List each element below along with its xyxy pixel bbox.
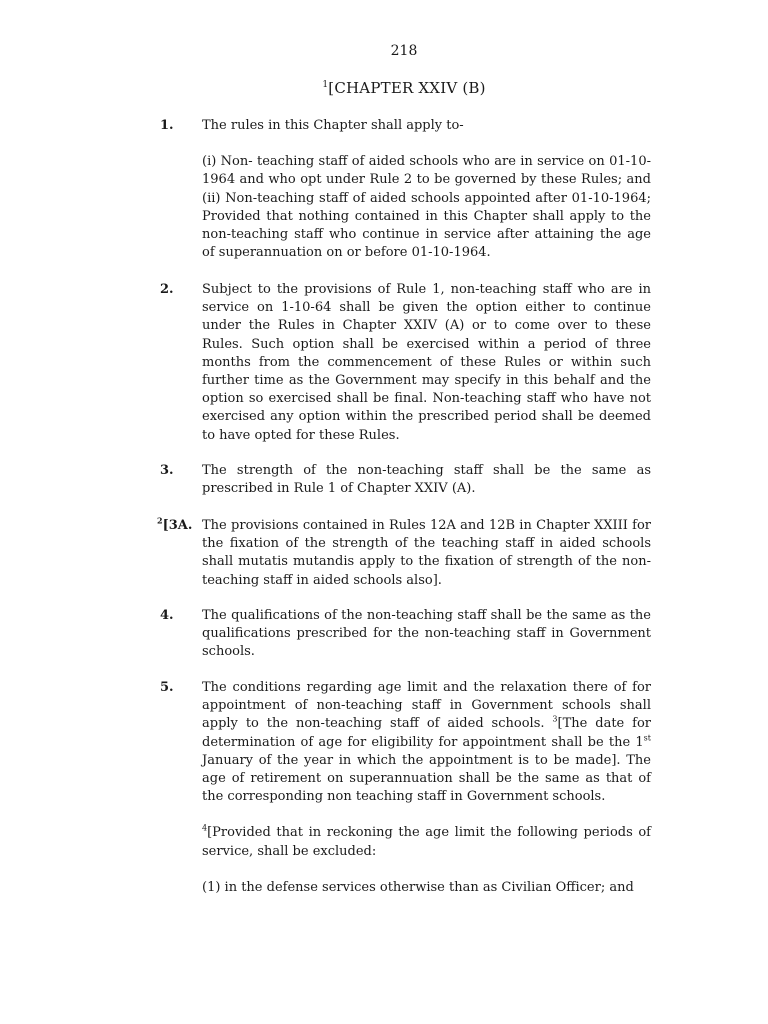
rule-number: 1. bbox=[160, 118, 174, 133]
rule-number: 4. bbox=[160, 608, 174, 623]
rule-5-proviso bbox=[202, 824, 651, 860]
footnote-mark: 2 bbox=[157, 515, 163, 526]
footnote-mark: 4 bbox=[202, 824, 208, 834]
rule-number: 2. bbox=[160, 282, 174, 297]
page-number: 218 bbox=[390, 43, 418, 59]
rule-5-text-b: [The date for determination of age for eligibility for appointment shall be the 1 bbox=[202, 716, 651, 750]
chapter-title-text: [CHAPTER XXIV (B) bbox=[328, 79, 486, 97]
rule-5-proviso-text: [Provided that in reckoning the age limit the following periods of service, shall be excluded: bbox=[202, 825, 651, 859]
footnote-mark: 3 bbox=[552, 715, 558, 725]
ordinal-suffix: st bbox=[643, 733, 651, 743]
rule-5-text bbox=[202, 679, 651, 806]
rule-3 bbox=[157, 462, 651, 498]
rule-3a-text: The provisions contained in Rules 12A and 12B in Chapter XXIII for the fixation of the strength of the teaching staff in aided schools shall mutatis mutandis apply to the fixation of strength of the non-teaching staff in aided schools also]. bbox=[202, 518, 651, 588]
rule-3a bbox=[157, 517, 651, 590]
rule-4-text: The qualifications of the non-teaching staff shall be the same as the qualifications prescribed for the non-teaching staff in Government schools. bbox=[202, 608, 651, 660]
rule-number bbox=[157, 517, 192, 535]
rule-3a-number: [3A. bbox=[162, 518, 193, 533]
rule-5-text-c: January of the year in which the appointment is to be made]. The age of retirement on superannuation shall be the same as that of the corresponding non teaching staff in Government schools. bbox=[202, 752, 651, 805]
rule-1-intro: The rules in this Chapter shall apply to- bbox=[202, 118, 464, 133]
rule-3-text: The strength of the non-teaching staff shall be the same as prescribed in Rule 1 of Chapter XXIV (A). bbox=[202, 463, 651, 497]
rule-5 bbox=[157, 679, 651, 897]
rule-number: 3. bbox=[160, 463, 174, 478]
rule-1-text: (i) Non- teaching staff of aided schools who are in service on 01-10-1964 and who opt under Rule 2 to be governed by these Rules; and (ii) Non-teaching staff of aided schools appointed after 01-10-1964; Provided that nothing contained in this Chapter shall apply to the non-teaching staff who continue in service after attaining the age of superannuation on or before 01-10-1964. bbox=[202, 154, 651, 261]
footnote-mark: 1 bbox=[322, 80, 329, 90]
rule-4 bbox=[157, 607, 651, 662]
rule-1 bbox=[157, 117, 651, 262]
rule-2-text: Subject to the provisions of Rule 1, non-teaching staff who are in service on 1-10-64 shall be given the option either to continue under the Rules in Chapter XXIV (A) or to come over to these Rules. Such option shall be exercised within a period of three months from the commencement of these Rules or within such further time as the Government may specify in this behalf and the option so exercised shall be final. Non-teaching staff who have not exercised any option within the prescribed period shall be deemed to have opted for these Rules. bbox=[202, 282, 651, 443]
chapter-title bbox=[0, 79, 768, 97]
rule-5-text-a: The conditions regarding age limit and the relaxation there of for appointment of non-teaching staff in Government schools shall apply to the non-teaching staff of aided schools. bbox=[202, 680, 651, 732]
rule-2 bbox=[157, 281, 651, 445]
rule-5-item-1: (1) in the defense services otherwise than as Civilian Officer; and bbox=[202, 879, 634, 895]
rule-number: 5. bbox=[160, 680, 174, 695]
